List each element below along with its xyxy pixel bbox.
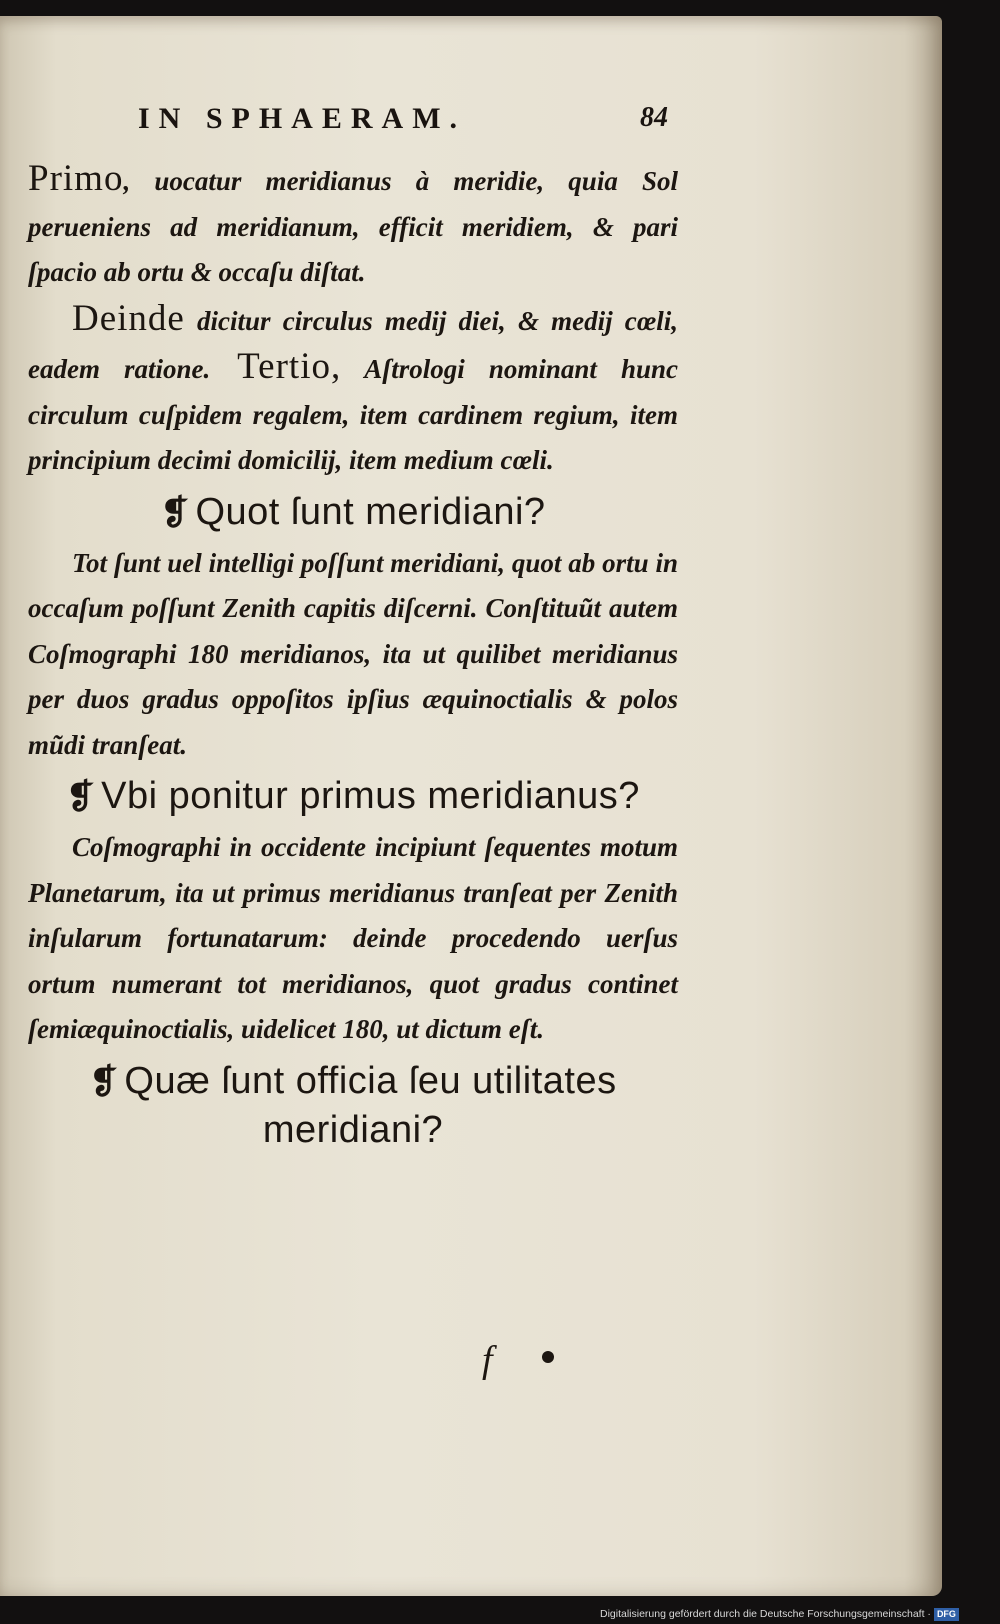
lead-word-tertio: Tertio, — [210, 346, 342, 387]
lead-word: Primo — [28, 158, 124, 199]
dfg-logo-icon: DFG — [934, 1608, 959, 1621]
section-heading: ❡ Vbi ponitur primus meridianus? — [66, 775, 640, 817]
paragraph-deinde — [28, 296, 678, 484]
section-text: Coſmographi in occidente incipiunt ſequentes motum Planetarum, ita ut primus meridianus tranſeat per Zenith inſularum fortunatarum: deinde procedendo uerſus ortum numerant tot meridianos, quot gradus continet ſemiæquinoctialis, uidelicet 180, ut dictum eſt. — [28, 832, 678, 1044]
pilcrow-icon: ❡ — [66, 777, 96, 817]
digitization-footer: Digitalisierung gefördert durch die Deutsche Forschungsgemeinschaft · DFG — [600, 1604, 998, 1624]
paragraph-text-continued: Aſtrologi nominant hunc circulum cuſpidem regalem, item cardinem regium, item principium decimi domicilij, item medium cœli. — [28, 354, 678, 475]
signature-dot — [542, 1351, 554, 1363]
pilcrow-icon: ❡ — [160, 492, 190, 533]
paragraph-text: dicitur circulus medij diei, & medij cœli, eadem ratione. — [28, 305, 678, 384]
pilcrow-icon: ❡ — [89, 1061, 119, 1102]
section-heading: ❡ Quæ ſunt officia ſeu utilitates meridiani? — [89, 1059, 617, 1151]
page-header — [138, 102, 668, 142]
section-text: Tot ſunt uel intelligi poſſunt meridiani, quot ab ortu in occaſum poſſunt Zenith capitis diſcerni. Conſtituũt autem Coſmographi 180 meridianos, ita ut quilibet meridianus per duos gradus oppoſitos ipſius æquinoctialis & polos mũdi tranſeat. — [28, 547, 678, 760]
section-heading: ❡ Quot ſunt meridiani? — [160, 490, 546, 533]
lead-word: Deinde — [72, 297, 185, 339]
signature-mark: f — [482, 1339, 493, 1381]
paragraph-primo — [28, 156, 678, 296]
footer-text: Digitalisierung gefördert durch die Deutsche Forschungsgemeinschaft — [600, 1608, 925, 1620]
running-head: IN SPHAERAM. — [138, 102, 467, 135]
folio-number: 84 — [640, 102, 668, 133]
paragraph-text: , uocatur meridianus à meridie, quia Sol perueniens ad meridianum, efficit meridiem, & pari ſpacio ab ortu & occaſu diſtat. — [28, 166, 678, 287]
book-page — [0, 16, 942, 1596]
page-body — [28, 156, 678, 1158]
